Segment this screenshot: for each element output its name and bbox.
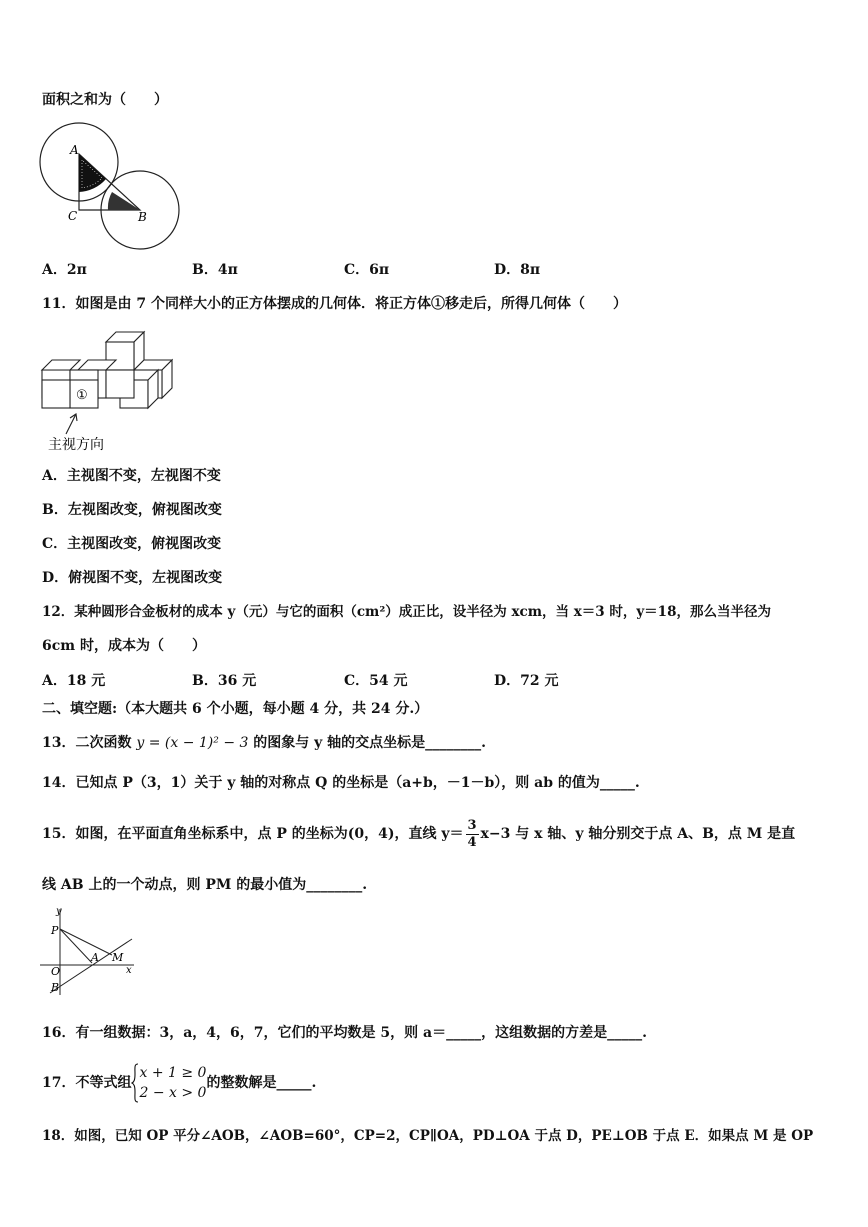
q13-post: 的图象与 y 轴的交点坐标是________. [253,735,487,751]
q13-formula: y = (x − 1)² − 3 [136,735,249,751]
q15-line2: 线 AB 上的一个动点，则 PM 的最小值为________. [42,877,368,893]
label-x: x [126,965,132,976]
label-a: A [91,951,99,964]
q12-option-b: B．36 元 [192,673,257,689]
q11-option-a: A．主视图不变，左视图不变 [42,468,221,484]
q10-stem-tail: 面积之和为（ ） [42,92,168,108]
label-a: A [70,143,79,157]
label-m: M [112,951,124,964]
q15-line1 [42,814,795,854]
q15-fraction [466,818,479,851]
q15-pre: 15．如图，在平面直角坐标系中，点 P 的坐标为(0，4)，直线 y＝ [42,826,464,842]
label-p: P [51,924,59,937]
sector-a [79,154,106,192]
q10-option-d: D．8π [494,262,541,278]
q10-option-c: C．6π [344,262,390,278]
q14-text: 14．已知点 P（3，1）关于 y 轴的对称点 Q 的坐标是（a+b，－1－b），则 ab 的值为_____. [42,775,640,791]
q12-option-d: D．72 元 [494,673,559,689]
q12-line1: 12．某种圆形合金板材的成本 y（元）与它的面积（cm²）成正比，设半径为 xcm，当 x＝3 时，y＝18，那么当半径为 [42,604,771,620]
q15-frac-den: 4 [467,834,477,850]
q17-ineq1: x + 1 ≥ 0 [139,1065,207,1081]
q11-option-b: B．左视图改变，俯视图改变 [42,502,222,518]
label-c: C [68,209,78,223]
label-b: B [138,210,147,224]
q12-option-a: A．18 元 [42,673,106,689]
q17-system [139,1063,206,1103]
segment-pm [60,929,112,955]
q17-pre: 17．不等式组 [42,1075,132,1091]
section-title-fill-blank: 二、填空题:（本大题共 6 个小题，每小题 4 分，共 24 分.） [42,701,429,717]
q15-figure-coordinate [38,905,138,997]
q18-text: 18．如图，已知 OP 平分∠AOB，∠AOB=60°，CP=2，CP∥OA，PD⊥OA 于点 D，PE⊥OB 于点 E．如果点 M 是 OP [42,1128,814,1144]
view-caption: 主视方向 [48,437,104,453]
q11-option-d: D．俯视图不变，左视图改变 [42,570,223,586]
q15-frac-num: 3 [467,817,477,833]
q10-option-a: A．2π [42,262,87,278]
q17-line [42,1060,316,1106]
q12-line2: 6cm 时，成本为（ ） [42,638,206,654]
q10-figure-circles [38,122,183,252]
segment-pa [60,929,92,963]
q11-stem: 11．如图是由 7 个同样大小的正方体摆成的几何体．将正方体①移走后，所得几何体（ ） [42,296,627,312]
cube-label-1: ① [76,388,88,403]
line-ab [50,939,132,993]
label-y: y [56,906,62,917]
q15-post: x−3 与 x 轴、y 轴分别交于点 A、B，点 M 是直 [480,826,796,842]
label-o: O [51,965,61,978]
q13-line [42,733,486,753]
label-b: B [51,981,60,994]
q17-ineq2: 2 − x > 0 [139,1085,207,1101]
q17-post: 的整数解是_____. [206,1075,317,1091]
q10-option-b: B．4π [192,262,238,278]
q11-figure-cubes [38,328,173,453]
q16-text: 16．有一组数据：3，a，4，6，7，它们的平均数是 5，则 a＝_____，这组数据的方差是_____. [42,1025,647,1041]
q13-pre: 13．二次函数 [42,735,132,751]
q11-option-c: C．主视图改变，俯视图改变 [42,536,222,552]
q12-option-c: C．54 元 [344,673,408,689]
